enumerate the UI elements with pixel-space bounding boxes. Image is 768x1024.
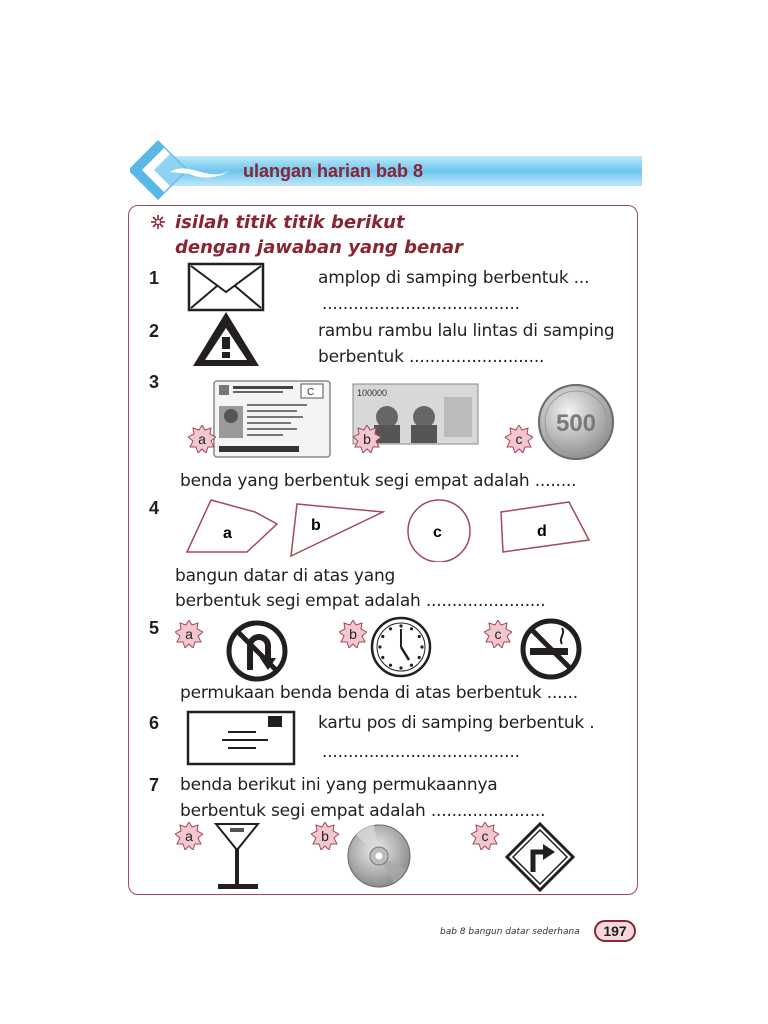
question-text: benda yang berbentuk segi empat adalah ........	[180, 471, 577, 491]
answer-blank: ......................................	[322, 742, 520, 762]
question-text: permukaan benda benda di atas berbentuk ......	[180, 683, 578, 703]
answer-blank: ......................................	[322, 294, 520, 314]
coin-image	[537, 383, 615, 461]
shape-label: b	[311, 517, 321, 534]
question-number: 3	[149, 372, 160, 392]
option-badge	[175, 620, 203, 648]
svg-text:c: c	[515, 431, 523, 447]
question-text: benda berikut ini yang permukaannya	[180, 775, 498, 795]
svg-text:a: a	[185, 828, 193, 844]
clock-icon	[369, 615, 433, 679]
question-text: rambu rambu lalu lintas di samping	[318, 321, 615, 341]
option-badge	[175, 822, 203, 850]
id-card-image	[213, 380, 331, 458]
warning-sign-icon	[191, 310, 261, 368]
envelope-icon	[187, 262, 265, 312]
svg-text:a: a	[198, 431, 206, 447]
svg-text:c: c	[494, 626, 502, 642]
banknote-value: 100000	[357, 388, 388, 398]
chapter-footer: bab 8 bangun datar sederhana	[440, 927, 580, 937]
yield-sign-on-post-icon	[212, 822, 262, 892]
option-badge	[353, 425, 381, 453]
option-badge	[339, 620, 367, 648]
svg-text:b: b	[363, 431, 371, 447]
svg-text:a: a	[185, 626, 193, 642]
question-text: amplop di samping berbentuk ...	[318, 268, 590, 288]
no-smoking-sign-icon	[520, 618, 582, 680]
option-badge	[471, 822, 499, 850]
page-title: ulangan harian bab 8	[243, 161, 424, 181]
question-text: berbentuk segi empat adalah ......................	[180, 801, 546, 821]
question-number: 4	[149, 498, 160, 518]
svg-text:C: C	[307, 387, 315, 398]
shapes-figure	[185, 498, 595, 562]
svg-text:c: c	[481, 828, 489, 844]
shape-label: a	[223, 525, 232, 542]
question-number: 6	[149, 713, 160, 733]
option-badge	[484, 620, 512, 648]
question-text: kartu pos di samping berbentuk .	[318, 713, 595, 733]
question-text: berbentuk ..........................	[318, 347, 545, 367]
shape-b-triangle	[291, 504, 383, 556]
page-number: 197	[594, 920, 636, 942]
shape-a-trapezoid	[187, 500, 277, 552]
question-number: 1	[149, 268, 160, 288]
shape-label: d	[537, 523, 547, 540]
shape-label: c	[433, 524, 442, 541]
svg-text:b: b	[321, 828, 329, 844]
option-badge	[188, 425, 216, 453]
option-badge	[311, 822, 339, 850]
instruction-line-1: isilah titik titik berikut	[175, 212, 405, 233]
flower-bullet-icon	[150, 214, 166, 230]
no-u-turn-sign-icon	[226, 620, 288, 682]
cd-disc-image	[346, 823, 412, 889]
question-number: 7	[149, 775, 160, 795]
option-badge	[505, 425, 533, 453]
question-number: 5	[149, 618, 160, 638]
question-text: bangun datar di atas yang	[175, 566, 396, 586]
svg-text:b: b	[349, 626, 357, 642]
turn-right-diamond-sign-icon	[505, 822, 575, 892]
postcard-icon	[186, 710, 296, 766]
coin-value: 500	[555, 410, 597, 437]
question-text: berbentuk segi empat adalah .......................	[175, 591, 546, 611]
instruction-line-2: dengan jawaban yang benar	[175, 237, 463, 258]
question-number: 2	[149, 321, 160, 341]
